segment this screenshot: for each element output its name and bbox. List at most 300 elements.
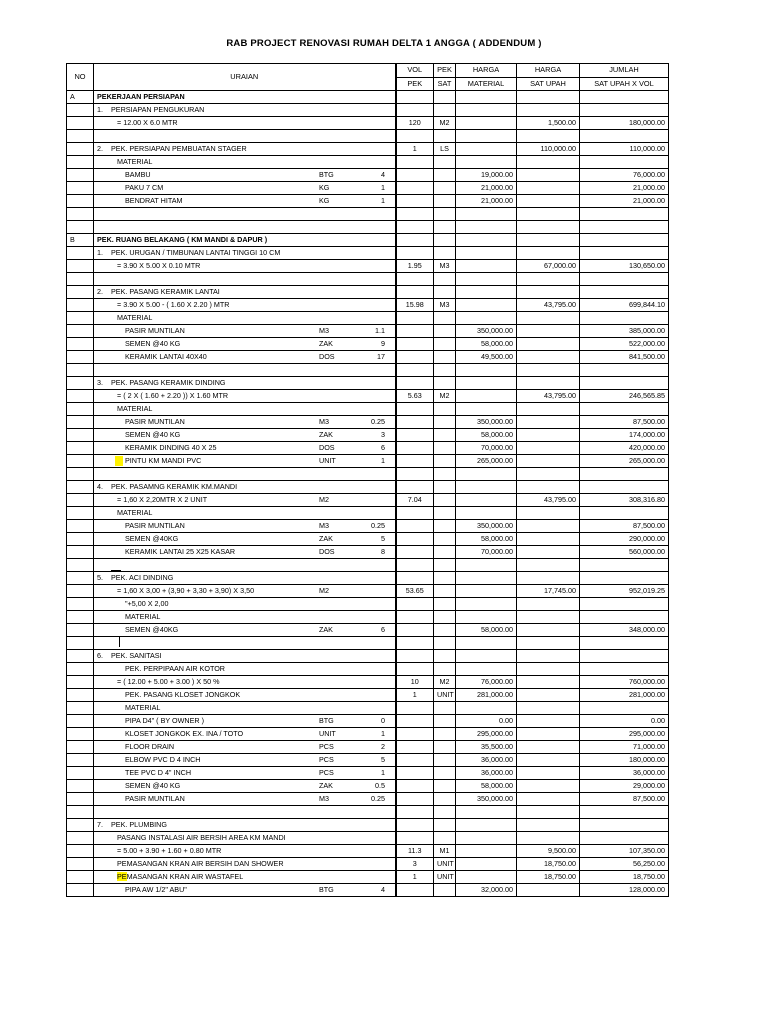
table-row [67, 169, 669, 182]
cell-jumlah [580, 104, 669, 117]
cell-sat [434, 702, 456, 715]
cell-jumlah [580, 702, 669, 715]
item-description: KERAMIK DINDING 40 X 25 [125, 443, 217, 452]
cell-sat [434, 169, 456, 182]
cell-sat: M3 [434, 299, 456, 312]
cell-uraian [94, 260, 396, 273]
item-unit: BTG [319, 170, 334, 179]
cell-no [67, 403, 94, 416]
cell-uraian [94, 325, 396, 338]
item-quantity: 1.1 [375, 326, 385, 335]
item-unit: KG [319, 183, 330, 192]
cell-harga-material [456, 312, 517, 325]
cell-harga-upah [517, 637, 580, 650]
cell-vol [396, 182, 434, 195]
item-quantity: 1 [381, 456, 385, 465]
cell-vol [396, 650, 434, 663]
item-description: PEK. PERSIAPAN PEMBUATAN STAGER [111, 144, 247, 153]
cell-harga-material: 21,000.00 [456, 195, 517, 208]
cell-harga-upah: 67,000.00 [517, 260, 580, 273]
cell-vol [396, 91, 434, 104]
item-unit: DOS [319, 547, 335, 556]
cell-jumlah [580, 832, 669, 845]
cell-harga-material: 265,000.00 [456, 455, 517, 468]
cell-jumlah: 71,000.00 [580, 741, 669, 754]
cell-harga-upah: 1,500.00 [517, 117, 580, 130]
cell-vol [396, 767, 434, 780]
cell-no [67, 663, 94, 676]
item-description: MATERIAL [125, 703, 161, 712]
cell-harga-material: 49,500.00 [456, 351, 517, 364]
cell-sat [434, 208, 456, 221]
cell-harga-upah [517, 546, 580, 559]
cell-harga-material: 76,000.00 [456, 676, 517, 689]
cell-vol [396, 377, 434, 390]
cell-jumlah [580, 468, 669, 481]
cell-harga-upah [517, 884, 580, 897]
cell-vol [396, 169, 434, 182]
cell-sat [434, 507, 456, 520]
table-row [67, 780, 669, 793]
cell-jumlah [580, 598, 669, 611]
cell-jumlah [580, 403, 669, 416]
item-quantity: 0.25 [371, 521, 385, 530]
item-description: PEK. PASANG KERAMIK LANTAI [111, 287, 220, 296]
item-quantity: 5 [381, 534, 385, 543]
table-row [67, 533, 669, 546]
cell-harga-material: 0.00 [456, 715, 517, 728]
cell-no [67, 520, 94, 533]
table-row [67, 754, 669, 767]
cell-harga-upah [517, 338, 580, 351]
cell-jumlah: 841,500.00 [580, 351, 669, 364]
table-row [67, 689, 669, 702]
cell-harga-material [456, 832, 517, 845]
cell-no [67, 858, 94, 871]
item-description: = 12.00 X 6.0 MTR [117, 118, 178, 127]
cell-jumlah: 246,565.85 [580, 390, 669, 403]
cell-harga-material [456, 468, 517, 481]
cell-harga-upah [517, 741, 580, 754]
cell-uraian [94, 585, 396, 598]
cell-sat [434, 546, 456, 559]
cell-harga-material [456, 234, 517, 247]
item-description: SEMEN @40 KG [125, 430, 181, 439]
cell-jumlah [580, 286, 669, 299]
table-row [67, 715, 669, 728]
cell-no [67, 455, 94, 468]
table-row [67, 637, 669, 650]
table-row [67, 104, 669, 117]
cell-uraian [94, 624, 396, 637]
item-description: TEE PVC D 4" INCH [125, 768, 192, 777]
cell-jumlah: 130,650.00 [580, 260, 669, 273]
cell-harga-material: 35,500.00 [456, 741, 517, 754]
cell-uraian [94, 208, 396, 221]
cell-jumlah: 265,000.00 [580, 455, 669, 468]
cell-uraian [94, 637, 396, 650]
cell-uraian [94, 806, 396, 819]
cell-harga-material [456, 858, 517, 871]
cell-sat: LS [434, 143, 456, 156]
cell-vol [396, 364, 434, 377]
item-description: ELBOW PVC D 4 INCH [125, 755, 201, 764]
cell-vol [396, 130, 434, 143]
cell-harga-upah [517, 208, 580, 221]
cell-vol [396, 325, 434, 338]
item-unit: M2 [319, 495, 329, 504]
cell-uraian [94, 884, 396, 897]
table-row [67, 325, 669, 338]
cell-sat [434, 247, 456, 260]
cell-jumlah [580, 650, 669, 663]
table-row [67, 299, 669, 312]
cell-jumlah: 308,316.80 [580, 494, 669, 507]
cell-sat [434, 624, 456, 637]
cell-harga-upah [517, 507, 580, 520]
cell-uraian [94, 832, 396, 845]
cell-no [67, 767, 94, 780]
cell-no [67, 598, 94, 611]
col-header-harga-upah: HARGA [517, 64, 580, 78]
cell-no [67, 546, 94, 559]
cell-sat [434, 585, 456, 598]
item-description: PASANG INSTALASI AIR BERSIH AREA KM MANDI [117, 833, 286, 842]
cell-no [67, 702, 94, 715]
item-unit: M3 [319, 326, 329, 335]
cell-uraian [94, 273, 396, 286]
cell-harga-material [456, 208, 517, 221]
cell-harga-upah: 18,750.00 [517, 871, 580, 884]
cell-uraian [94, 871, 396, 884]
cell-sat [434, 832, 456, 845]
cell-no [67, 338, 94, 351]
cell-harga-upah [517, 819, 580, 832]
cell-sat [434, 377, 456, 390]
cell-sat [434, 715, 456, 728]
cell-jumlah [580, 156, 669, 169]
cell-vol [396, 507, 434, 520]
item-description: PEK. PASANG KLOSET JONGKOK [125, 690, 241, 699]
cell-no [67, 104, 94, 117]
table-row [67, 234, 669, 247]
cell-no [67, 689, 94, 702]
cell-jumlah: 174,000.00 [580, 429, 669, 442]
table-row [67, 819, 669, 832]
cell-sat [434, 403, 456, 416]
cell-no [67, 585, 94, 598]
table-row [67, 390, 669, 403]
table-row [67, 663, 669, 676]
item-number: 5. [97, 573, 103, 582]
cell-harga-material: 350,000.00 [456, 793, 517, 806]
cell-harga-upah [517, 182, 580, 195]
cell-harga-material [456, 91, 517, 104]
table-row [67, 650, 669, 663]
item-unit: PCS [319, 755, 334, 764]
table-row [67, 455, 669, 468]
cell-harga-material [456, 390, 517, 403]
table-row [67, 741, 669, 754]
table-row [67, 572, 669, 585]
cell-jumlah [580, 611, 669, 624]
cell-sat [434, 884, 456, 897]
cell-uraian [94, 728, 396, 741]
item-number: 2. [97, 144, 103, 153]
cell-jumlah: 18,750.00 [580, 871, 669, 884]
cell-uraian [94, 351, 396, 364]
cell-jumlah: 180,000.00 [580, 754, 669, 767]
cell-sat [434, 182, 456, 195]
cell-harga-upah [517, 559, 580, 572]
cell-harga-material [456, 403, 517, 416]
item-description: PEK. PLUMBING [111, 820, 167, 829]
cell-uraian [94, 663, 396, 676]
cell-harga-material [456, 507, 517, 520]
cell-harga-upah: 110,000.00 [517, 143, 580, 156]
item-quantity: 0.5 [375, 781, 385, 790]
item-quantity: 3 [381, 430, 385, 439]
cell-uraian [94, 195, 396, 208]
cell-vol: 53.65 [396, 585, 434, 598]
item-number: 4. [97, 482, 103, 491]
table-row [67, 91, 669, 104]
table-row [67, 546, 669, 559]
cell-no [67, 299, 94, 312]
cell-harga-upah [517, 429, 580, 442]
table-row [67, 364, 669, 377]
cell-jumlah: 281,000.00 [580, 689, 669, 702]
cell-uraian [94, 442, 396, 455]
cell-uraian [94, 130, 396, 143]
cell-harga-material [456, 130, 517, 143]
cell-harga-upah [517, 624, 580, 637]
cell-vol [396, 624, 434, 637]
cell-vol [396, 806, 434, 819]
cell-no [67, 221, 94, 234]
cell-no [67, 494, 94, 507]
cell-harga-material [456, 481, 517, 494]
cell-harga-upah: 17,745.00 [517, 585, 580, 598]
cell-uraian [94, 767, 396, 780]
cell-jumlah: 29,000.00 [580, 780, 669, 793]
item-quantity: 4 [381, 170, 385, 179]
cell-uraian [94, 455, 396, 468]
cell-vol [396, 598, 434, 611]
cell-harga-upah [517, 351, 580, 364]
cell-uraian [94, 702, 396, 715]
cell-harga-material: 58,000.00 [456, 338, 517, 351]
cell-harga-material [456, 247, 517, 260]
item-unit: ZAK [319, 781, 333, 790]
col-header-sat-upah-x-vol: SAT UPAH X VOL [580, 77, 669, 91]
cell-no [67, 624, 94, 637]
item-unit: ZAK [319, 625, 333, 634]
cell-uraian [94, 845, 396, 858]
cell-jumlah [580, 819, 669, 832]
table-row [67, 130, 669, 143]
table-row [67, 611, 669, 624]
item-number: 2. [97, 287, 103, 296]
cell-uraian [94, 377, 396, 390]
cell-uraian [94, 715, 396, 728]
cell-sat [434, 104, 456, 117]
cell-uraian [94, 676, 396, 689]
item-description: = 3.90 X 5.00 X 0.10 MTR [117, 261, 201, 270]
cell-vol [396, 208, 434, 221]
cell-vol [396, 468, 434, 481]
item-description: = ( 2 X ( 1.60 + 2.20 )) X 1.60 MTR [117, 391, 229, 400]
cell-harga-upah [517, 728, 580, 741]
cell-vol [396, 351, 434, 364]
cell-vol [396, 195, 434, 208]
cell-harga-material [456, 104, 517, 117]
cell-harga-upah [517, 416, 580, 429]
cell-vol [396, 156, 434, 169]
item-description: BENDRAT HITAM [125, 196, 183, 205]
document-title: RAB PROJECT RENOVASI RUMAH DELTA 1 ANGGA ( ADDENDUM ) [226, 38, 542, 49]
cell-uraian [94, 182, 396, 195]
col-header-uraian: URAIAN [94, 64, 396, 91]
cell-sat [434, 650, 456, 663]
item-description: = 1,60 X 2,20MTR X 2 UNIT [117, 495, 208, 504]
item-description: PEK. RUANG BELAKANG ( KM MANDI & DAPUR ) [97, 235, 268, 244]
table-row [67, 845, 669, 858]
cell-uraian [94, 754, 396, 767]
cell-sat [434, 559, 456, 572]
cell-sat [434, 494, 456, 507]
table-row [67, 273, 669, 286]
item-number: 6. [97, 651, 103, 660]
item-description: MATERIAL [117, 404, 153, 413]
cell-no [67, 806, 94, 819]
item-description: = 1,60 X 3,00 + (3,90 + 3,30 + 3,90) X 3,50 [117, 586, 255, 595]
cell-no [67, 481, 94, 494]
cell-harga-material: 58,000.00 [456, 780, 517, 793]
cell-uraian [94, 390, 396, 403]
table-row [67, 260, 669, 273]
item-description: PEK. ACI DINDING [111, 573, 174, 582]
cell-uraian [94, 299, 396, 312]
cell-sat [434, 273, 456, 286]
cell-jumlah: 290,000.00 [580, 533, 669, 546]
item-number: 7. [97, 820, 103, 829]
cell-vol: 11.3 [396, 845, 434, 858]
cell-harga-material [456, 650, 517, 663]
cell-harga-upah [517, 598, 580, 611]
cell-no [67, 130, 94, 143]
col-header-sat-upah: SAT UPAH [517, 77, 580, 91]
cell-harga-material [456, 663, 517, 676]
cell-harga-material [456, 494, 517, 507]
cell-jumlah [580, 312, 669, 325]
cell-no [67, 611, 94, 624]
cell-no [67, 286, 94, 299]
item-unit: PCS [319, 742, 334, 751]
item-quantity: 6 [381, 625, 385, 634]
table-row [67, 468, 669, 481]
cell-harga-material [456, 845, 517, 858]
cell-no [67, 182, 94, 195]
cell-no [67, 884, 94, 897]
item-unit: PCS [319, 768, 334, 777]
cell-jumlah [580, 663, 669, 676]
item-unit: BTG [319, 716, 334, 725]
cell-harga-material [456, 637, 517, 650]
col-header-pek: PEK [434, 64, 456, 78]
cell-no [67, 507, 94, 520]
cell-uraian [94, 286, 396, 299]
cell-harga-upah [517, 104, 580, 117]
cell-harga-upah: 43,795.00 [517, 299, 580, 312]
cell-no [67, 325, 94, 338]
cell-sat [434, 793, 456, 806]
cell-vol [396, 715, 434, 728]
cell-no [67, 637, 94, 650]
cell-uraian [94, 507, 396, 520]
cell-jumlah: 110,000.00 [580, 143, 669, 156]
cell-uraian [94, 546, 396, 559]
cell-harga-material: 350,000.00 [456, 416, 517, 429]
cell-harga-upah [517, 247, 580, 260]
cell-sat: M2 [434, 117, 456, 130]
cell-harga-material: 58,000.00 [456, 429, 517, 442]
table-row [67, 442, 669, 455]
highlight-mark: PE [117, 872, 127, 881]
col-header-material: MATERIAL [456, 77, 517, 91]
table-row [67, 585, 669, 598]
cell-no [67, 117, 94, 130]
cell-sat [434, 663, 456, 676]
table-row [67, 195, 669, 208]
cell-harga-upah [517, 689, 580, 702]
table-row [67, 507, 669, 520]
cell-no [67, 832, 94, 845]
cell-vol: 10 [396, 676, 434, 689]
cell-jumlah [580, 208, 669, 221]
cell-uraian [94, 403, 396, 416]
cell-vol [396, 104, 434, 117]
table-row [67, 429, 669, 442]
cell-jumlah [580, 377, 669, 390]
cell-jumlah [580, 91, 669, 104]
cell-no [67, 468, 94, 481]
item-description [117, 871, 243, 883]
col-header-harga-material: HARGA [456, 64, 517, 78]
cell-no [67, 676, 94, 689]
item-unit: DOS [319, 443, 335, 452]
cell-harga-upah: 43,795.00 [517, 494, 580, 507]
cell-harga-material: 36,000.00 [456, 754, 517, 767]
cell-no [67, 754, 94, 767]
cell-no [67, 741, 94, 754]
cell-sat: M3 [434, 260, 456, 273]
cell-no [67, 559, 94, 572]
cell-sat [434, 598, 456, 611]
cell-jumlah [580, 234, 669, 247]
cell-jumlah: 952,019.25 [580, 585, 669, 598]
cell-harga-upah [517, 754, 580, 767]
cell-sat [434, 637, 456, 650]
table-row [67, 286, 669, 299]
cell-jumlah: 87,500.00 [580, 793, 669, 806]
table-row [67, 767, 669, 780]
cell-harga-material [456, 156, 517, 169]
item-description: KLOSET JONGKOK EX. INA / TOTO [125, 729, 244, 738]
cell-vol [396, 637, 434, 650]
item-description: PASIR MUNTILAN [125, 326, 185, 335]
cell-vol [396, 429, 434, 442]
